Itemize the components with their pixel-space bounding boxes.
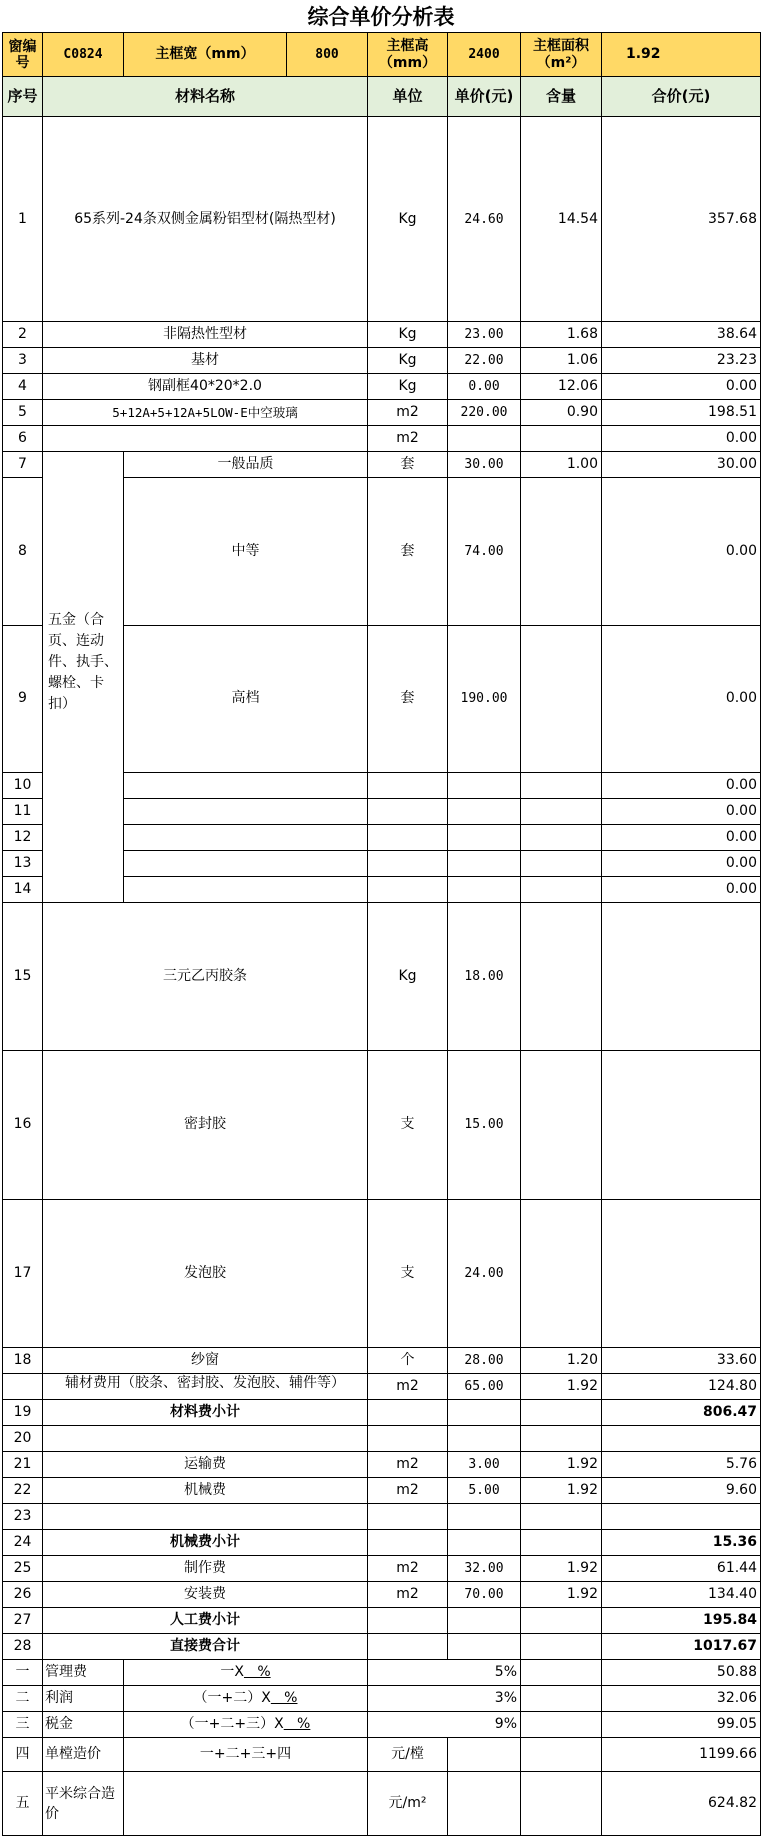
- row-qty[interactable]: 1.92: [521, 1478, 602, 1504]
- unit-cost-row: [3, 1738, 761, 1772]
- row-price[interactable]: 0.00: [448, 374, 521, 400]
- row-unit: Kg: [368, 117, 448, 322]
- row-total: 195.84: [602, 1608, 761, 1634]
- row-name: 非隔热性型材: [43, 322, 368, 348]
- row-total: 99.05: [602, 1712, 761, 1738]
- row-name: 中等: [124, 478, 368, 626]
- table-row: [3, 1582, 761, 1608]
- row-qty[interactable]: [521, 851, 602, 877]
- row-total: [602, 903, 761, 1051]
- table-row: [3, 1199, 761, 1347]
- row-seq: 12: [3, 825, 43, 851]
- row-price[interactable]: 3.00: [448, 1452, 521, 1478]
- row-qty[interactable]: 14.54: [521, 117, 602, 322]
- row-total: [602, 1504, 761, 1530]
- row-price: [448, 1530, 521, 1556]
- row-unit: 元/m²: [368, 1772, 448, 1836]
- fee-row-profit: [3, 1686, 761, 1712]
- row-price[interactable]: 32.00: [448, 1556, 521, 1582]
- row-qty[interactable]: [521, 825, 602, 851]
- row-formula: [124, 1772, 368, 1836]
- row-seq: 15: [3, 903, 43, 1051]
- row-name: [43, 1504, 368, 1530]
- row-qty[interactable]: [521, 877, 602, 903]
- table-row: [3, 348, 761, 374]
- row-qty[interactable]: 1.20: [521, 1348, 602, 1374]
- row-unit: 套: [368, 625, 448, 773]
- row-seq: 27: [3, 1608, 43, 1634]
- row-qty: [521, 1686, 602, 1712]
- row-name: 税金: [43, 1712, 124, 1738]
- row-seq: 二: [3, 1686, 43, 1712]
- col-name: 材料名称: [43, 77, 368, 117]
- row-rate[interactable]: 9%: [368, 1712, 521, 1738]
- row-total: 15.36: [602, 1530, 761, 1556]
- row-seq: 10: [3, 773, 43, 799]
- table-row: [3, 322, 761, 348]
- row-seq: 一: [3, 1660, 43, 1686]
- row-price: [448, 1772, 521, 1836]
- row-qty: [521, 1738, 602, 1772]
- row-name: 机械费: [43, 1478, 368, 1504]
- column-header-row: [3, 77, 761, 117]
- row-total: 198.51: [602, 400, 761, 426]
- row-total: 134.40: [602, 1582, 761, 1608]
- row-total: 50.88: [602, 1660, 761, 1686]
- col-price: 单价(元): [448, 77, 521, 117]
- row-price[interactable]: 190.00: [448, 625, 521, 773]
- row-total: 124.80: [602, 1374, 761, 1400]
- row-unit: m2: [368, 1478, 448, 1504]
- row-total: 61.44: [602, 1556, 761, 1582]
- row-price[interactable]: [448, 426, 521, 452]
- table-row: [3, 1426, 761, 1452]
- row-name: 平米综合造价: [43, 1772, 124, 1836]
- row-seq: 28: [3, 1634, 43, 1660]
- row-name: 材料费小计: [43, 1400, 368, 1426]
- hardware-group-label: 五金（合页、连动件、执手、螺栓、卡扣）: [43, 452, 124, 903]
- row-formula: [124, 1712, 368, 1738]
- row-qty[interactable]: [521, 1504, 602, 1530]
- sqm-cost-row: [3, 1772, 761, 1836]
- row-seq: 25: [3, 1556, 43, 1582]
- row-total: 1017.67: [602, 1634, 761, 1660]
- formula-blank[interactable]: %: [243, 1664, 271, 1680]
- row-name: 辅材费用（胶条、密封胶、发泡胶、辅件等）: [65, 1375, 345, 1391]
- row-seq: 4: [3, 374, 43, 400]
- row-qty: [521, 1712, 602, 1738]
- formula-blank[interactable]: %: [283, 1716, 311, 1732]
- col-total: 合价(元): [602, 77, 761, 117]
- row-seq: 23: [3, 1504, 43, 1530]
- row-total: 0.00: [602, 799, 761, 825]
- row-total: 9.60: [602, 1478, 761, 1504]
- row-unit: m2: [368, 1556, 448, 1582]
- frame-area-value[interactable]: 1.92: [602, 33, 761, 77]
- row-name: [43, 426, 368, 452]
- col-seq: 序号: [3, 77, 43, 117]
- row-qty[interactable]: [521, 1051, 602, 1199]
- row-unit: m2: [368, 1582, 448, 1608]
- row-price[interactable]: 24.60: [448, 117, 521, 322]
- row-total: 32.06: [602, 1686, 761, 1712]
- table-row: [3, 1348, 761, 1374]
- table-row: [3, 374, 761, 400]
- row-seq: 7: [3, 452, 43, 478]
- row-qty[interactable]: 0.90: [521, 400, 602, 426]
- row-total: 624.82: [602, 1772, 761, 1836]
- row-unit: 套: [368, 452, 448, 478]
- row-unit: [368, 877, 448, 903]
- frame-height-value[interactable]: 2400: [448, 33, 521, 77]
- row-qty[interactable]: 12.06: [521, 374, 602, 400]
- row-seq: 17: [3, 1199, 43, 1347]
- fee-row-tax: [3, 1712, 761, 1738]
- row-seq: 21: [3, 1452, 43, 1478]
- row-price[interactable]: 24.00: [448, 1199, 521, 1347]
- row-qty[interactable]: 1.92: [521, 1556, 602, 1582]
- row-qty[interactable]: [521, 1199, 602, 1347]
- col-unit: 单位: [368, 77, 448, 117]
- row-unit: [368, 1608, 448, 1634]
- row-seq: 8: [3, 478, 43, 626]
- row-name: 三元乙丙胶条: [43, 903, 368, 1051]
- row-seq: [3, 1374, 43, 1400]
- subtotal-row: [3, 1608, 761, 1634]
- row-total: [602, 1199, 761, 1347]
- table-row: [3, 400, 761, 426]
- row-unit: 支: [368, 1051, 448, 1199]
- row-seq: 13: [3, 851, 43, 877]
- row-name: 安装费: [43, 1582, 368, 1608]
- row-total: 0.00: [602, 478, 761, 626]
- row-price[interactable]: [448, 851, 521, 877]
- row-seq: 14: [3, 877, 43, 903]
- row-unit: [368, 1504, 448, 1530]
- frame-width-value[interactable]: 800: [287, 33, 368, 77]
- row-price[interactable]: 18.00: [448, 903, 521, 1051]
- row-total: 33.60: [602, 1348, 761, 1374]
- total-row: [3, 1634, 761, 1660]
- row-unit: [368, 851, 448, 877]
- table-row: [3, 1504, 761, 1530]
- cost-table: [2, 32, 761, 1836]
- row-qty[interactable]: [521, 903, 602, 1051]
- row-qty: [521, 1608, 602, 1634]
- row-unit: 元/樘: [368, 1738, 448, 1772]
- row-price[interactable]: [448, 825, 521, 851]
- row-qty[interactable]: 1.92: [521, 1452, 602, 1478]
- row-name: 纱窗: [43, 1348, 368, 1374]
- sheet-title: 综合单价分析表: [307, 4, 455, 29]
- row-formula: [124, 1686, 368, 1712]
- row-price[interactable]: [448, 877, 521, 903]
- row-unit: Kg: [368, 322, 448, 348]
- frame-area-label: 主框面积（m²）: [521, 33, 602, 77]
- row-total: 0.00: [602, 426, 761, 452]
- row-name: [43, 1426, 368, 1452]
- row-price: [448, 1738, 521, 1772]
- row-name: 利润: [43, 1686, 124, 1712]
- row-seq: 9: [3, 625, 43, 773]
- row-price[interactable]: 65.00: [448, 1374, 521, 1400]
- row-name-cell: [43, 1374, 368, 1400]
- frame-height-label: 主框高（mm）: [368, 33, 448, 77]
- row-price[interactable]: [448, 1426, 521, 1452]
- row-name: 制作费: [43, 1556, 368, 1582]
- row-name: 管理费: [43, 1660, 124, 1686]
- row-price[interactable]: 30.00: [448, 452, 521, 478]
- table-row: [3, 117, 761, 322]
- row-price: [448, 1400, 521, 1426]
- table-row: [3, 903, 761, 1051]
- row-seq: 5: [3, 400, 43, 426]
- row-total: 5.76: [602, 1452, 761, 1478]
- row-total: 0.00: [602, 825, 761, 851]
- table-row: [3, 452, 761, 478]
- row-price[interactable]: 5.00: [448, 1478, 521, 1504]
- row-formula: [124, 1660, 368, 1686]
- row-rate[interactable]: 3%: [368, 1686, 521, 1712]
- row-qty[interactable]: 1.68: [521, 322, 602, 348]
- row-unit: Kg: [368, 903, 448, 1051]
- row-total: 0.00: [602, 773, 761, 799]
- row-name: 一般品质: [124, 452, 368, 478]
- formula-text: 一X: [220, 1664, 244, 1680]
- window-no-label: 窗编号: [3, 33, 43, 77]
- row-unit: m2: [368, 1452, 448, 1478]
- row-total: 1199.66: [602, 1738, 761, 1772]
- row-seq: 24: [3, 1530, 43, 1556]
- row-price[interactable]: [448, 773, 521, 799]
- row-seq: 22: [3, 1478, 43, 1504]
- row-seq: 1: [3, 117, 43, 322]
- row-name: [124, 799, 368, 825]
- row-qty[interactable]: [521, 478, 602, 626]
- row-name: 人工费小计: [43, 1608, 368, 1634]
- row-total: [602, 1051, 761, 1199]
- row-seq: 18: [3, 1348, 43, 1374]
- row-unit: [368, 1426, 448, 1452]
- row-qty: [521, 1634, 602, 1660]
- row-name: 直接费合计: [43, 1634, 368, 1660]
- row-price: [448, 1608, 521, 1634]
- formula-text: （一+二+三）X: [180, 1716, 284, 1732]
- row-name: 高档: [124, 625, 368, 773]
- table-row: [3, 1478, 761, 1504]
- row-name: 65系列-24条双侧金属粉铝型材(隔热型材): [43, 117, 368, 322]
- row-seq: 四: [3, 1738, 43, 1772]
- formula-blank[interactable]: %: [270, 1690, 298, 1706]
- row-name: [124, 773, 368, 799]
- row-name: 发泡胶: [43, 1199, 368, 1347]
- formula-text: （一+二）X: [193, 1690, 271, 1706]
- row-price[interactable]: 15.00: [448, 1051, 521, 1199]
- row-price[interactable]: 220.00: [448, 400, 521, 426]
- row-total: 23.23: [602, 348, 761, 374]
- table-row: [3, 1556, 761, 1582]
- row-price[interactable]: [448, 1504, 521, 1530]
- row-seq: 6: [3, 426, 43, 452]
- row-qty: [521, 1660, 602, 1686]
- col-qty: 含量: [521, 77, 602, 117]
- table-row: [3, 1374, 761, 1400]
- row-name: 钢副框40*20*2.0: [43, 374, 368, 400]
- row-seq: 三: [3, 1712, 43, 1738]
- row-total: 0.00: [602, 877, 761, 903]
- header-info-row: [3, 33, 761, 77]
- row-total: 0.00: [602, 851, 761, 877]
- row-total: 806.47: [602, 1400, 761, 1426]
- row-unit: [368, 773, 448, 799]
- row-price[interactable]: 74.00: [448, 478, 521, 626]
- row-qty: [521, 1530, 602, 1556]
- fee-row-mgmt: [3, 1660, 761, 1686]
- row-qty[interactable]: 1.92: [521, 1582, 602, 1608]
- row-name: [124, 825, 368, 851]
- row-unit: 支: [368, 1199, 448, 1347]
- row-unit: [368, 1400, 448, 1426]
- row-qty[interactable]: [521, 625, 602, 773]
- row-unit: [368, 1634, 448, 1660]
- row-unit: m2: [368, 426, 448, 452]
- row-seq: 20: [3, 1426, 43, 1452]
- row-qty[interactable]: 1.92: [521, 1374, 602, 1400]
- row-unit: Kg: [368, 348, 448, 374]
- row-seq: 16: [3, 1051, 43, 1199]
- row-unit: [368, 799, 448, 825]
- row-price: [448, 1634, 521, 1660]
- row-total: 0.00: [602, 374, 761, 400]
- row-qty: [521, 1772, 602, 1836]
- row-qty[interactable]: 1.06: [521, 348, 602, 374]
- row-total: 30.00: [602, 452, 761, 478]
- row-name: 密封胶: [43, 1051, 368, 1199]
- row-seq: 11: [3, 799, 43, 825]
- row-total: [602, 1426, 761, 1452]
- frame-width-label: 主框宽（mm）: [124, 33, 287, 77]
- row-total: 0.00: [602, 625, 761, 773]
- row-name: 机械费小计: [43, 1530, 368, 1556]
- row-total: 357.68: [602, 117, 761, 322]
- row-unit: 个: [368, 1348, 448, 1374]
- subtotal-row: [3, 1530, 761, 1556]
- row-qty[interactable]: [521, 799, 602, 825]
- row-price[interactable]: 23.00: [448, 322, 521, 348]
- row-name: 基材: [43, 348, 368, 374]
- row-name: [124, 851, 368, 877]
- row-price[interactable]: [448, 799, 521, 825]
- row-name: 运输费: [43, 1452, 368, 1478]
- row-seq: 五: [3, 1772, 43, 1836]
- row-seq: 3: [3, 348, 43, 374]
- row-unit: [368, 825, 448, 851]
- row-price[interactable]: 70.00: [448, 1582, 521, 1608]
- subtotal-row: [3, 1400, 761, 1426]
- row-seq: 19: [3, 1400, 43, 1426]
- row-price[interactable]: 22.00: [448, 348, 521, 374]
- row-unit: 套: [368, 478, 448, 626]
- row-name: [124, 877, 368, 903]
- row-seq: 26: [3, 1582, 43, 1608]
- row-unit: [368, 1530, 448, 1556]
- row-seq: 2: [3, 322, 43, 348]
- row-qty[interactable]: [521, 773, 602, 799]
- row-name: 单樘造价: [43, 1738, 124, 1772]
- table-row: [3, 1452, 761, 1478]
- row-formula: 一+二+三+四: [124, 1738, 368, 1772]
- row-qty[interactable]: [521, 426, 602, 452]
- table-row: [3, 426, 761, 452]
- row-unit: m2: [368, 400, 448, 426]
- row-price[interactable]: 28.00: [448, 1348, 521, 1374]
- window-no-value[interactable]: C0824: [43, 33, 124, 77]
- row-unit: Kg: [368, 374, 448, 400]
- row-qty[interactable]: [521, 1426, 602, 1452]
- row-name: 5+12A+5+12A+5LOW-E中空玻璃: [43, 400, 368, 426]
- row-rate[interactable]: 5%: [368, 1660, 521, 1686]
- table-row: [3, 1051, 761, 1199]
- row-total: 38.64: [602, 322, 761, 348]
- row-unit: m2: [368, 1374, 448, 1400]
- row-qty[interactable]: 1.00: [521, 452, 602, 478]
- row-qty: [521, 1400, 602, 1426]
